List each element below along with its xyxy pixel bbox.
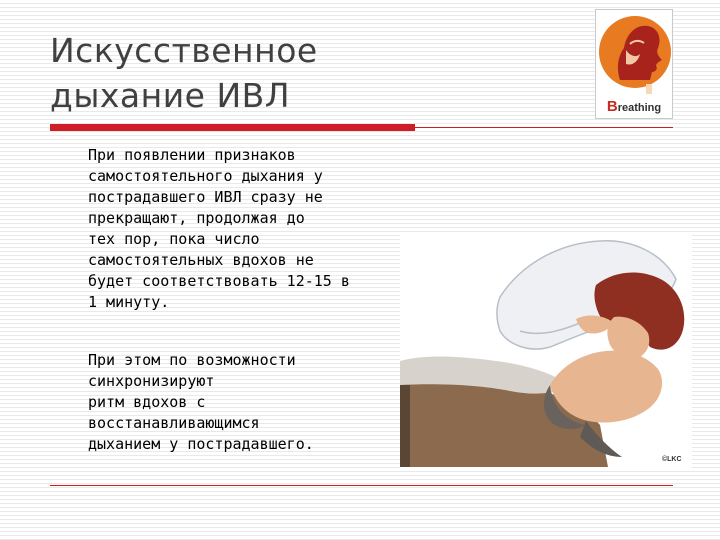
paragraph-1-line: 1 минуту. xyxy=(88,293,170,311)
illustration-credit: ©LKC xyxy=(662,456,682,463)
header-divider-line xyxy=(415,127,673,128)
paragraph-2-line: При этом по возможности xyxy=(88,351,296,369)
paragraph-2-line: восстанавливающимся xyxy=(88,414,260,432)
paragraph-1-line: пострадавшего ИВЛ сразу не xyxy=(88,188,323,206)
title-line-1: Искусственное xyxy=(50,31,318,70)
paragraph-2-line: ритм вдохов с xyxy=(88,393,206,411)
logo-caption-rest: reathing xyxy=(617,102,662,114)
paragraph-2-line: дыханием у пострадавшего. xyxy=(88,435,314,453)
paragraph-1-line: При появлении признаков xyxy=(88,146,296,164)
paragraph-1 xyxy=(88,145,388,313)
paragraph-1-line: тех пор, пока число xyxy=(88,230,260,248)
paragraph-2 xyxy=(88,350,388,455)
breathing-head-icon xyxy=(596,10,674,98)
paragraph-1-line: прекращают, продолжая до xyxy=(88,209,305,227)
paragraph-1-line: самостоятельного дыхания у xyxy=(88,167,323,185)
paragraph-1-line: самостоятельных вдохов не xyxy=(88,251,314,269)
logo-caption xyxy=(596,98,672,115)
mouth-to-mouth-rescue-illustration xyxy=(400,235,692,468)
rescue-breathing-illustration xyxy=(400,235,692,468)
footer-divider-line xyxy=(50,485,673,486)
slide-title xyxy=(50,28,410,118)
logo-caption-initial: B xyxy=(606,98,618,115)
paragraph-1-line: будет соответствовать 12-15 в xyxy=(88,272,350,290)
title-line-2: дыхание ИВЛ xyxy=(50,76,291,115)
title-underline-bar xyxy=(50,124,415,131)
paragraph-2-line: синхронизируют xyxy=(88,372,215,390)
breathing-logo xyxy=(595,9,673,119)
